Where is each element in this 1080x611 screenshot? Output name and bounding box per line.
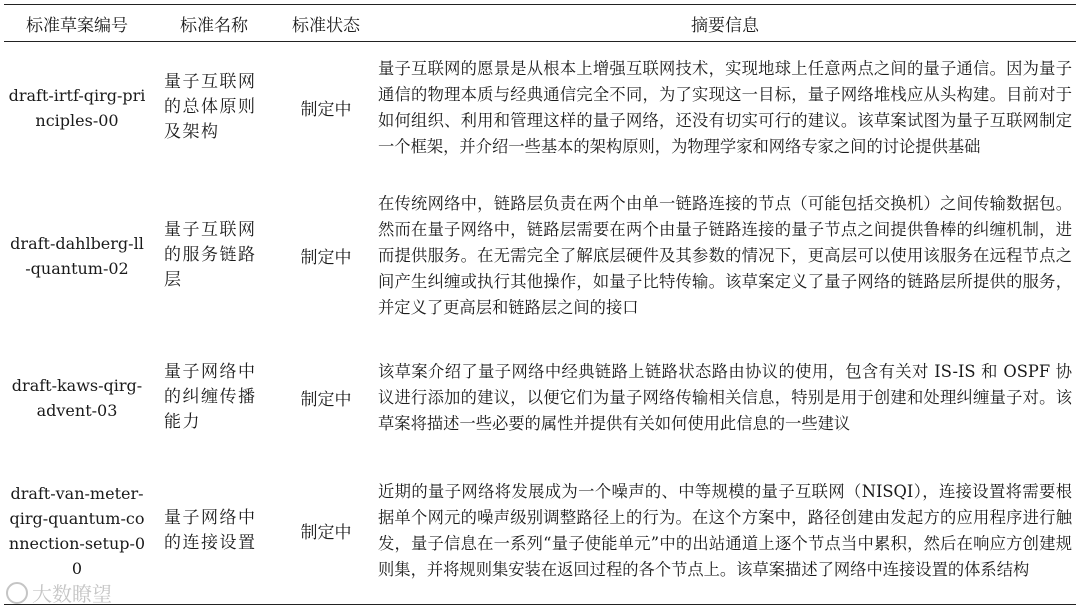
status-cell: 制定中 [300, 248, 352, 268]
header-standard-name: 标准名称 [180, 15, 248, 36]
summary-cell: 量子互联网的愿景是从根本上增强互联网技术，实现地球上任意两点之间的量子通信。因为量子通信的物理本质与经典通信完全不同，为了实现这一目标，量子网络堆栈应从头构建。目前对于如何组织、利用和管理这样的量子网络，还没有切实可行的建议。该草案试图为量子互联网制定一个框架，并介绍一些基本的架构原则，为物理学家和网络专家之间的讨论提供基础 [378, 58, 1072, 156]
table-row [4, 457, 1076, 604]
draft-id-cell: draft-kaws-qirg-advent-03 [11, 375, 143, 420]
table-row [4, 42, 1076, 173]
status-cell: 制定中 [300, 390, 352, 410]
watermark-text: 大数瞭望 [32, 582, 112, 606]
table-header-row [4, 5, 1076, 42]
draft-id-cell: draft-dahlberg-ll-quantum-02 [10, 233, 144, 278]
table-row [4, 338, 1076, 457]
draft-id-cell: draft-van-meter-qirg-quantum-connection-setup-00 [8, 483, 146, 578]
watermark [6, 578, 112, 607]
standard-name-cell: 量子网络中的纠缠传播能力 [164, 362, 257, 432]
status-cell: 制定中 [300, 100, 352, 120]
standard-name-cell: 量子互联网的总体原则及架构 [164, 72, 257, 142]
status-cell: 制定中 [300, 523, 352, 543]
standard-name-cell: 量子互联网的服务链路层 [164, 220, 257, 290]
header-summary: 摘要信息 [691, 15, 759, 36]
summary-cell: 近期的量子网络将发展成为一个噪声的、中等规模的量子互联网（NISQI），连接设置将需要根据单个网元的噪声级别调整路径上的行为。在这个方案中，路径创建由发起方的应用程序进行触发，量子信息在一系列“量子使能单元”中的出站通道上逐个节点当中累积，然后在响应方创建规则集，并将规则集安装在返回过程的各个节点上。该草案描述了网络中连接设置的体系结构 [378, 481, 1072, 579]
draft-id-cell: draft-irtf-qirg-principles-00 [8, 85, 146, 130]
summary-cell: 该草案介绍了量子网络中经典链路上链路状态路由协议的使用，包含有关对 IS-IS 和 OSPF 协议进行添加的建议，以便它们为量子网络传输相关信息，特别是用于创建和处理纠缠量子对。该草案将描述一些必要的属性并提供有关如何使用此信息的一些建议 [378, 361, 1072, 433]
watermark-logo-icon [6, 582, 28, 604]
table-row [4, 173, 1076, 338]
standards-table [4, 4, 1076, 605]
standard-name-cell: 量子网络中的连接设置 [164, 507, 257, 553]
header-standard-status: 标准状态 [292, 15, 360, 36]
summary-cell: 在传统网络中，链路层负责在两个由单一链路连接的节点（可能包括交换机）之间传输数据包。然而在量子网络中，链路层需要在两个由量子链路连接的量子节点之间提供鲁棒的纠缠机制，进而提供服务。在无需完全了解底层硬件及其参数的情况下，更高层可以使用该服务在远程节点之间产生纠缠或执行其他操作，如量子比特传输。该草案定义了量子网络的链路层所提供的服务，并定义了更高层和链路层之间的接口 [378, 193, 1072, 317]
header-draft-id: 标准草案编号 [26, 15, 128, 36]
